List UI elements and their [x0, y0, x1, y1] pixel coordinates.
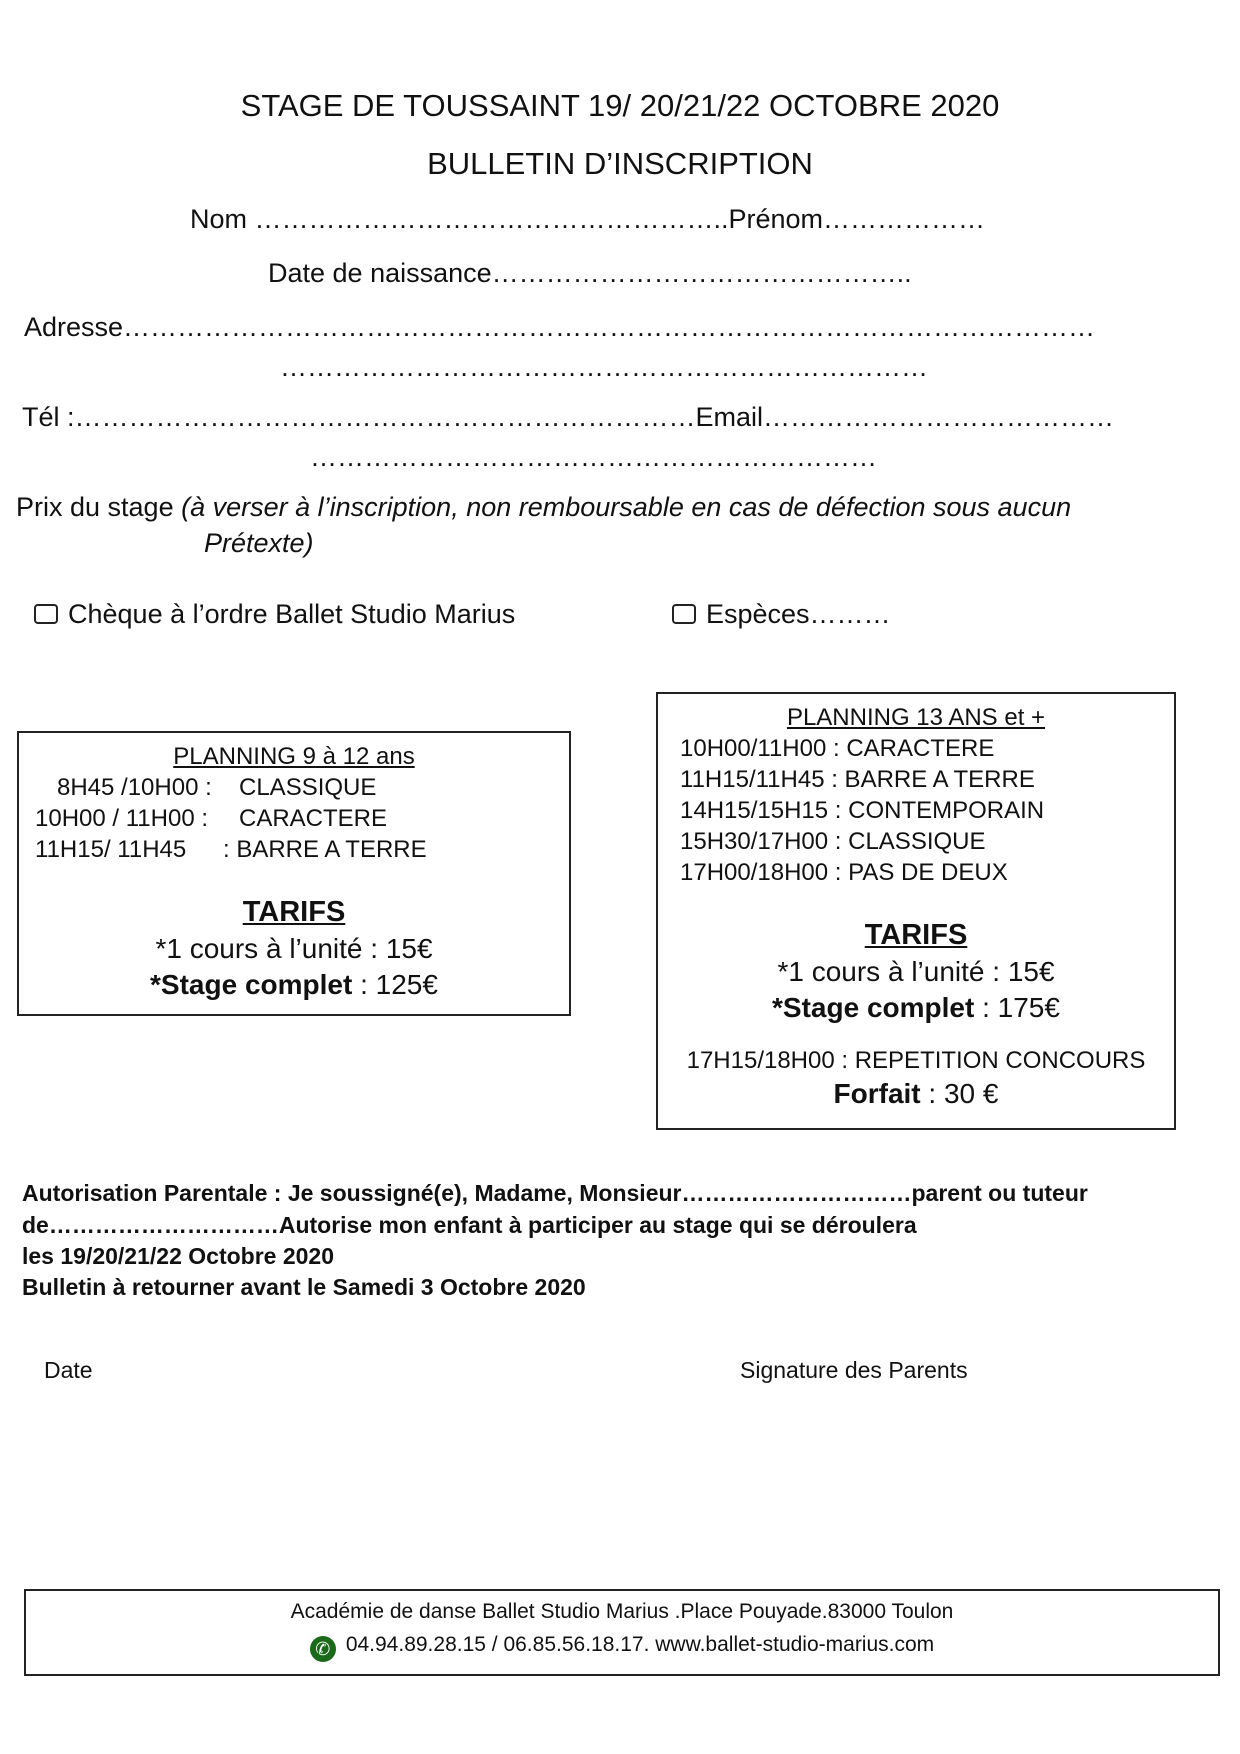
autorisation-line-2: de…………………………Autorise mon enfant à participer au stage qui se déroulera — [22, 1212, 917, 1238]
tel-email-line[interactable]: Tél :……………………………………………………………Email………………………………… — [22, 402, 1115, 432]
cheque-label: Chèque à l’ordre Ballet Studio Marius — [68, 599, 516, 629]
page-subtitle: BULLETIN D’INSCRIPTION — [427, 146, 813, 181]
forfait-value: : 30 € — [920, 1078, 999, 1109]
schedule-row: 10H00 / 11H00 : — [35, 805, 209, 832]
tarif-complet — [19, 969, 569, 1001]
tarif-complet-label: *Stage complet — [772, 992, 975, 1023]
signature-label: Signature des Parents — [740, 1357, 968, 1383]
adresse-line[interactable]: Adresse……………………………………………………………………………………………… — [24, 312, 1096, 342]
footer-box — [24, 1589, 1220, 1676]
forfait-label: Forfait — [833, 1078, 921, 1109]
cheque-checkbox[interactable] — [34, 604, 58, 624]
page-title: STAGE DE TOUSSAINT 19/ 20/21/22 OCTOBRE 2020 — [240, 88, 1000, 123]
prix-label: Prix du stage — [16, 492, 174, 522]
nom-prenom-line[interactable]: Nom ……………………………………………..Prénom……………… — [190, 204, 986, 234]
schedule-row-course: : BARRE A TERRE — [223, 836, 427, 863]
schedule-row: 8H45 /10H00 : — [57, 774, 212, 801]
schedule-row: 15H30/17H00 : CLASSIQUE — [680, 828, 986, 855]
prix-note: (à verser à l’inscription, non remboursable en cas de défection sous aucun — [181, 492, 1072, 522]
prix-note-2: Prétexte) — [204, 528, 314, 558]
repetition-row: 17H15/18H00 : REPETITION CONCOURS — [686, 1047, 1146, 1074]
phone-icon: ✆ — [310, 1636, 336, 1662]
schedule-row: 11H15/ 11H45 — [35, 836, 187, 863]
tel-line-2[interactable]: ……………………………………………………… — [310, 442, 877, 472]
schedule-row: 14H15/15H15 : CONTEMPORAIN — [680, 797, 1045, 824]
tarif-complet-value: : 125€ — [352, 969, 438, 1000]
planning-9-12-box — [17, 731, 571, 1016]
planning-13-box — [656, 692, 1176, 1130]
naissance-line[interactable]: Date de naissance……………………………………….. — [268, 258, 912, 288]
autorisation-line-4: Bulletin à retourner avant le Samedi 3 Octobre 2020 — [22, 1274, 586, 1300]
especes-checkbox[interactable] — [672, 604, 696, 624]
tarifs-title: TARIFS — [242, 896, 346, 928]
tarif-complet — [658, 992, 1174, 1024]
prix-line — [16, 492, 1071, 523]
schedule-row-course: CARACTERE — [239, 805, 388, 832]
tarif-unit: *1 cours à l’unité : 15€ — [155, 933, 433, 964]
tarifs-title: TARIFS — [864, 919, 968, 951]
tarif-complet-value: : 175€ — [974, 992, 1060, 1023]
tarif-unit: *1 cours à l’unité : 15€ — [777, 956, 1055, 987]
schedule-row: 11H15/11H45 : BARRE A TERRE — [680, 766, 1035, 793]
schedule-row: 17H00/18H00 : PAS DE DEUX — [680, 859, 1008, 886]
footer-address: Académie de danse Ballet Studio Marius .Place Pouyade.83000 Toulon — [290, 1600, 954, 1623]
payment-especes[interactable] — [672, 599, 891, 630]
tarif-complet-label: *Stage complet — [150, 969, 353, 1000]
payment-cheque[interactable] — [34, 599, 515, 630]
especes-label: Espèces……… — [706, 599, 891, 629]
schedule-row: 10H00/11H00 : CARACTERE — [680, 735, 995, 762]
adresse-line-2[interactable]: ……………………………………………………………… — [280, 352, 928, 382]
forfait — [658, 1078, 1174, 1110]
autorisation-line-3: les 19/20/21/22 Octobre 2020 — [22, 1243, 334, 1269]
planning-9-12-title: PLANNING 9 à 12 ans — [173, 743, 415, 770]
footer-contact — [26, 1633, 1218, 1662]
planning-13-title: PLANNING 13 ANS et + — [786, 704, 1046, 731]
schedule-row-course: CLASSIQUE — [239, 774, 377, 801]
date-label: Date — [44, 1357, 93, 1383]
autorisation-line-1: Autorisation Parentale : Je soussigné(e), Madame, Monsieur…………………………parent ou tuteur — [22, 1180, 1088, 1206]
footer-contact-text[interactable]: 04.94.89.28.15 / 06.85.56.18.17. www.ballet-studio-marius.com — [345, 1633, 935, 1656]
